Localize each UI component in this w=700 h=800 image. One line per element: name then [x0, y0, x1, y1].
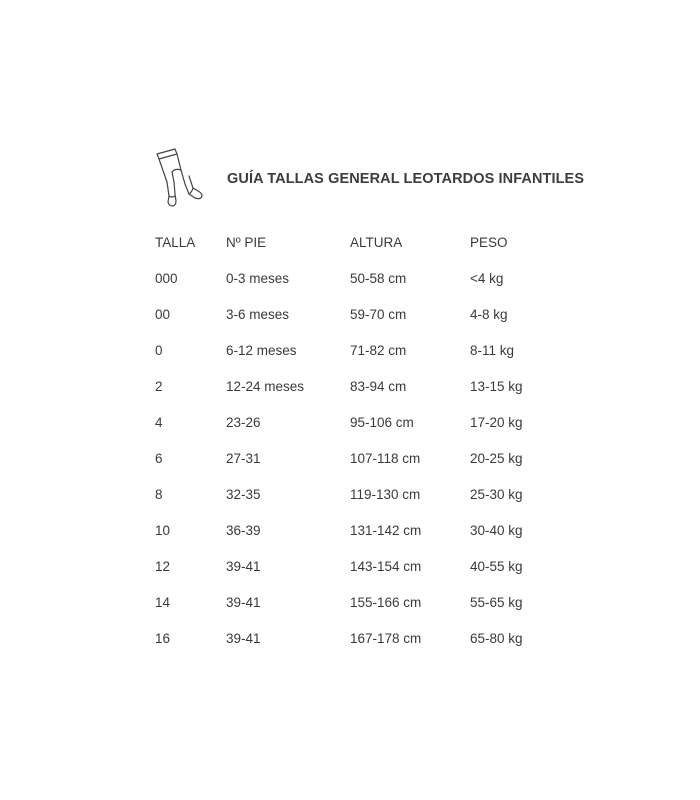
column-header-talla: TALLA	[155, 234, 196, 250]
peso-cell: 4-8 kg	[470, 306, 508, 322]
peso-cell: 20-25 kg	[470, 450, 523, 466]
peso-cell: 30-40 kg	[470, 522, 523, 538]
talla-cell: 0	[155, 342, 163, 358]
peso-cell: 13-15 kg	[470, 378, 523, 394]
talla-cell: 10	[155, 522, 171, 538]
table-row	[155, 620, 580, 656]
pie-cell: 0-3 meses	[226, 270, 290, 286]
peso-cell: <4 kg	[470, 270, 504, 286]
talla-cell: 00	[155, 306, 171, 322]
altura-cell: 50-58 cm	[350, 270, 407, 286]
pie-cell: 6-12 meses	[226, 342, 297, 358]
table-row	[155, 404, 580, 440]
tights-icon	[155, 148, 209, 210]
talla-cell: 8	[155, 486, 163, 502]
talla-cell: 12	[155, 558, 171, 574]
altura-cell: 119-130 cm	[350, 486, 421, 502]
altura-cell: 155-166 cm	[350, 594, 422, 610]
table-row	[155, 584, 580, 620]
table-row	[155, 332, 580, 368]
talla-cell: 6	[155, 450, 163, 466]
column-header-peso: PESO	[470, 234, 508, 250]
altura-cell: 71-82 cm	[350, 342, 407, 358]
peso-cell: 25-30 kg	[470, 486, 523, 502]
pie-cell: 3-6 meses	[226, 306, 290, 322]
size-table	[155, 224, 580, 656]
pie-cell: 12-24 meses	[226, 378, 305, 394]
pie-cell: 39-41	[226, 594, 261, 610]
altura-cell: 143-154 cm	[350, 558, 422, 574]
altura-cell: 167-178 cm	[350, 630, 422, 646]
peso-cell: 65-80 kg	[470, 630, 523, 646]
pie-cell: 39-41	[226, 630, 261, 646]
table-row	[155, 260, 580, 296]
altura-cell: 95-106 cm	[350, 414, 414, 430]
pie-cell: 32-35	[226, 486, 261, 502]
peso-cell: 40-55 kg	[470, 558, 523, 574]
table-row	[155, 296, 580, 332]
table-row	[155, 476, 580, 512]
talla-cell: 000	[155, 270, 178, 286]
talla-cell: 4	[155, 414, 163, 430]
altura-cell: 59-70 cm	[350, 306, 407, 322]
peso-cell: 8-11 kg	[470, 342, 515, 358]
pie-cell: 39-41	[226, 558, 261, 574]
talla-cell: 2	[155, 378, 163, 394]
pie-cell: 36-39	[226, 522, 261, 538]
size-guide-header	[155, 148, 584, 210]
pie-cell: 23-26	[226, 414, 261, 430]
table-row	[155, 548, 580, 584]
altura-cell: 83-94 cm	[350, 378, 407, 394]
peso-cell: 17-20 kg	[470, 414, 523, 430]
talla-cell: 16	[155, 630, 171, 646]
altura-cell: 131-142 cm	[350, 522, 422, 538]
altura-cell: 107-118 cm	[350, 450, 421, 466]
column-header-altura: ALTURA	[350, 234, 403, 250]
column-header-pie: Nº PIE	[226, 234, 267, 250]
table-header-row	[155, 224, 580, 260]
table-row	[155, 512, 580, 548]
pie-cell: 27-31	[226, 450, 261, 466]
peso-cell: 55-65 kg	[470, 594, 523, 610]
page-title: GUÍA TALLAS GENERAL LEOTARDOS INFANTILES	[227, 171, 585, 187]
table-row	[155, 440, 580, 476]
table-row	[155, 368, 580, 404]
talla-cell: 14	[155, 594, 171, 610]
